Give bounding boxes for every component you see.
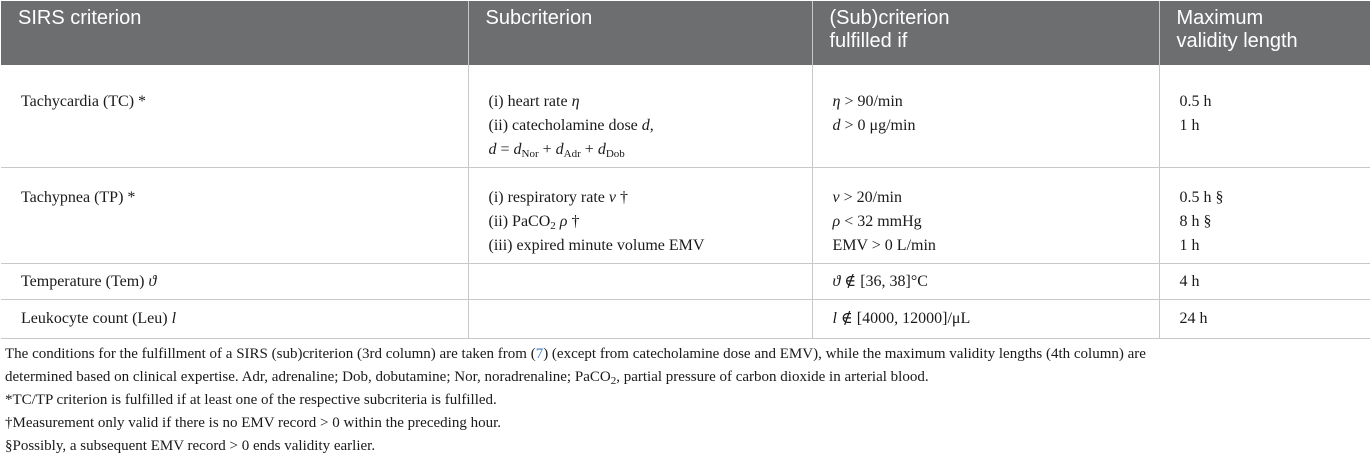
header-max-validity: Maximum validity length bbox=[1159, 1, 1370, 65]
table-row bbox=[1, 167, 1370, 263]
criterion-cell: Temperature (Tem) ϑ bbox=[1, 263, 468, 299]
condition-cell: ν > 20/min ρ < 32 mmHg EMV > 0 L/min bbox=[812, 167, 1159, 263]
condition-cell: ϑ ∉ [36, 38]°C bbox=[812, 263, 1159, 299]
validity-cell: 24 h bbox=[1159, 299, 1370, 338]
subcriterion-cell bbox=[468, 299, 812, 338]
validity-cell: 0.5 h 1 h bbox=[1159, 65, 1370, 167]
condition-cell: η > 90/min d > 0 μg/min bbox=[812, 65, 1159, 167]
subcriterion-cell: (i) respiratory rate ν † (ii) PaCO$_2$ ρ † (iii) expired minute volume EMV bbox=[468, 167, 812, 263]
criterion-cell: Tachypnea (TP) * bbox=[1, 167, 468, 263]
validity-cell: 0.5 h § 8 h § 1 h bbox=[1159, 167, 1370, 263]
criterion-cell: Leukocyte count (Leu) l bbox=[1, 299, 468, 338]
validity-cell: 4 h bbox=[1159, 263, 1370, 299]
condition-cell: l ∉ [4000, 12000]/μL bbox=[812, 299, 1159, 338]
table-row bbox=[1, 65, 1370, 167]
footnote-dagger: †Measurement only valid if there is no EMV record > 0 within the preceding hour. bbox=[5, 414, 501, 431]
table-figure bbox=[1, 1, 1370, 458]
footnote-section: §Possibly, a subsequent EMV record > 0 ends validity earlier. bbox=[5, 437, 376, 454]
table-row bbox=[1, 299, 1370, 338]
table-row bbox=[1, 263, 1370, 299]
header-subcriterion: Subcriterion bbox=[468, 1, 812, 65]
footnote-asterisk: *TC/TP criterion is fulfilled if at least one of the respective subcriteria is fulfilled. bbox=[5, 391, 497, 408]
header-sirs-criterion: SIRS criterion bbox=[1, 1, 468, 65]
table-header-row bbox=[1, 1, 1370, 65]
reference-link[interactable]: 7 bbox=[535, 345, 544, 362]
table-footnotes bbox=[1, 339, 1370, 458]
footnote-description-cont: determined based on clinical expertise. Adr, adrenaline; Dob, dobutamine; Nor, noradrenaline; PaCO$_2$, partial pressure of carbon dioxide in arterial blood. bbox=[5, 368, 929, 387]
sirs-criteria-table bbox=[1, 1, 1370, 339]
footnote-description: The conditions for the fulfillment of a SIRS (sub)criterion (3rd column) are taken from (7) (except from catecholamine dose and EMV), while the maximum validity lengths (4th column) are bbox=[5, 345, 1146, 362]
subcriterion-cell: (i) heart rate η (ii) catecholamine dose d, $d = d_{Nor} + d_{Adr} + d_{Dob}$ bbox=[468, 65, 812, 167]
criterion-cell: Tachycardia (TC) * bbox=[1, 65, 468, 167]
header-fulfilled-if: (Sub)criterion fulfilled if bbox=[812, 1, 1159, 65]
subcriterion-cell bbox=[468, 263, 812, 299]
